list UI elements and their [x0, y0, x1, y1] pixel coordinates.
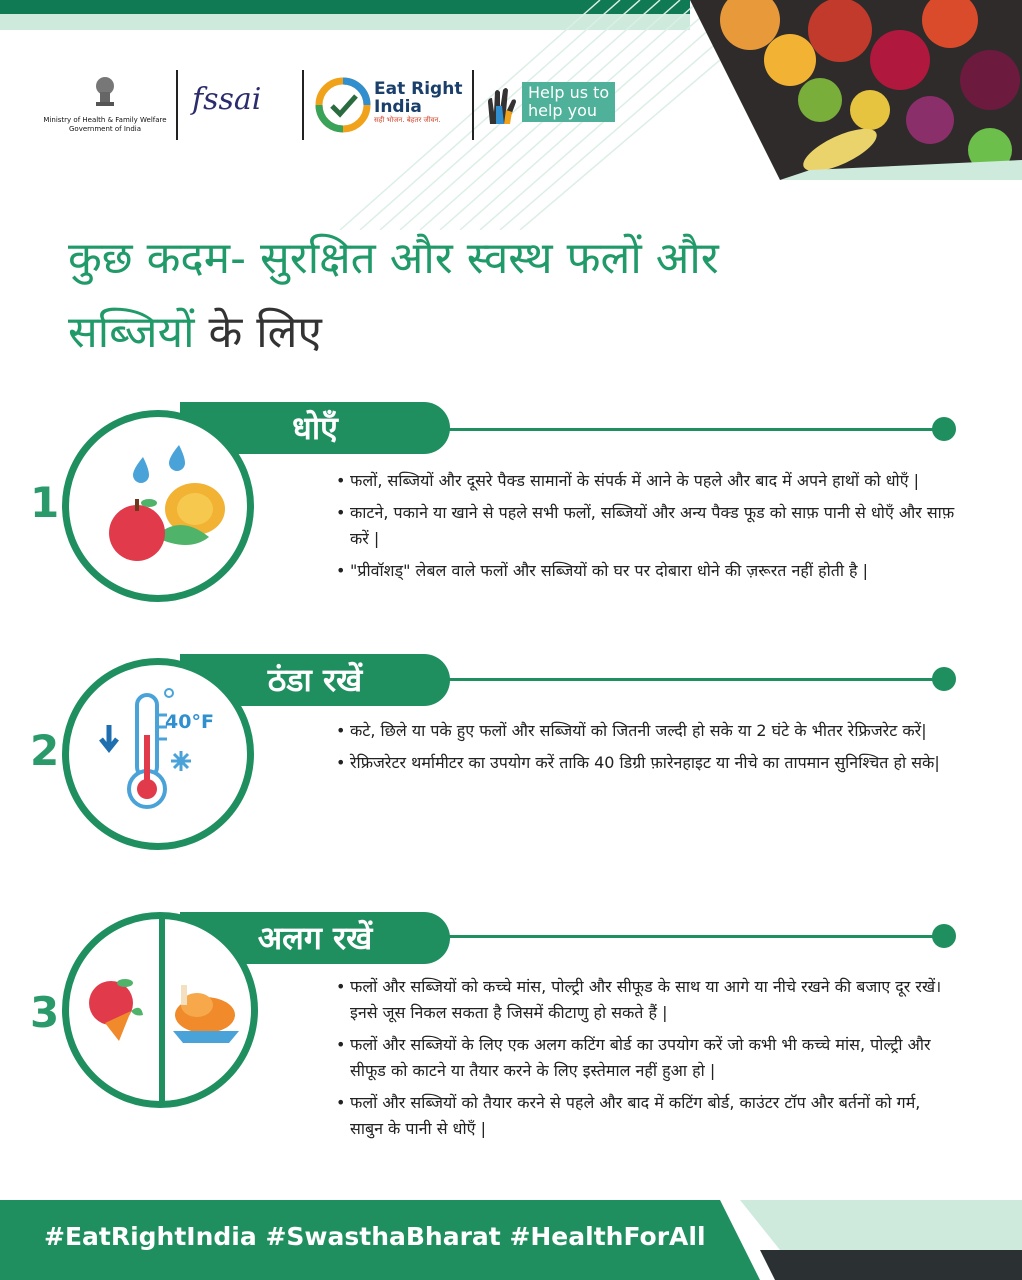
section-heading: अलग रखें — [180, 912, 450, 964]
wash-produce-icon — [69, 417, 247, 595]
separator-line — [159, 919, 165, 1101]
section-line — [440, 428, 944, 431]
section-dot — [932, 417, 956, 441]
bullet-item: • फलों, सब्जियों और दूसरे पैक्ड सामानों के संपर्क में आने के पहले और बाद में अपने हाथों को धोएँ | — [336, 468, 958, 494]
section-icon-circle — [62, 410, 254, 602]
section-dot — [932, 667, 956, 691]
bullet-item: • "प्रीवॉशड्" लेबल वाले फलों और सब्जियों को घर पर दोबारा धोने की ज़रूरत नहीं होती है | — [336, 558, 958, 584]
bullet-item: • काटने, पकाने या खाने से पहले सभी फलों, सब्जियों और अन्य पैक्ड फूड को साफ़ पानी से धोएँ और साफ़ करें | — [336, 500, 958, 552]
produce-image — [690, 0, 1022, 180]
section-heading: धोएँ — [180, 402, 450, 454]
step-number: 2 — [30, 726, 60, 775]
section-heading: ठंडा रखें — [180, 654, 450, 706]
thermometer-icon — [69, 665, 247, 843]
section-line — [440, 678, 944, 681]
bullet-item: • फलों और सब्जियों के लिए एक अलग कटिंग बोर्ड का उपयोग करें जो कभी भी कच्चे मांस, पोल्ट्री और सीफूड को काटने या तैयार करने के लिए इस्तेमाल नहीं हुआ हो | — [336, 1032, 958, 1084]
bullet-item: • कटे, छिले या पके हुए फलों और सब्जियों को जितनी जल्दी हो सके या 2 घंटे के भीतर रेफ्रिजरेट करें| — [336, 718, 958, 744]
logo-divider — [302, 70, 304, 140]
eat-right-india-icon — [314, 76, 372, 134]
fssai-logo: fssai — [192, 82, 262, 117]
page-title — [68, 222, 968, 370]
section-icon-circle — [62, 912, 258, 1108]
section-bullets — [336, 974, 958, 1148]
section-line — [440, 935, 944, 938]
section-icon-circle — [62, 658, 254, 850]
eat-right-title: Eat Right — [374, 79, 463, 99]
emblem-icon — [90, 72, 120, 112]
logo-divider — [472, 70, 474, 140]
eat-right-tagline: सही भोजन. बेहतर जीवन. — [374, 116, 441, 124]
section-bullets — [336, 718, 958, 782]
help-line-2: help you — [528, 101, 598, 120]
title-line-2-dark: के लिए — [194, 307, 322, 358]
help-line-1: Help us to — [528, 83, 610, 102]
eat-right-india-logo — [374, 80, 462, 125]
title-line-2-green: सब्जियों — [68, 307, 195, 358]
help-us-logo — [522, 82, 615, 122]
government-name: Government of India — [68, 125, 142, 133]
bullet-item: • रेफ्रिजरेटर थर्मामीटर का उपयोग करें ताकि 40 डिग्री फ़ारेनहाइट या नीचे का तापमान सुनिश्चित हो सके| — [336, 750, 958, 776]
hands-icon — [482, 84, 522, 126]
section-bullets — [336, 468, 958, 590]
bullet-item: • फलों और सब्जियों को तैयार करने से पहले और बाद में कटिंग बोर्ड, काउंटर टॉप और बर्तनों को गर्म, साबुन के पानी से धोएँ | — [336, 1090, 958, 1142]
temperature-label: 40°F — [165, 711, 214, 733]
step-number: 3 — [30, 988, 60, 1037]
bullet-item: • फलों और सब्जियों को कच्चे मांस, पोल्ट्री और सीफूड के साथ या आगे या नीचे रखने की बजाए दूर रखें। इनसे जूस निकल सकता है जिसमें कीटाणु हो सकते हैं | — [336, 974, 958, 1026]
title-line-1: कुछ कदम- सुरक्षित और स्वस्थ फलों और — [68, 233, 719, 284]
ministry-name: Ministry of Health & Family Welfare — [43, 116, 167, 124]
section-dot — [932, 924, 956, 948]
footer-hashtags: #EatRightIndia #SwasthaBharat #HealthForAll — [44, 1222, 706, 1251]
eat-right-title-india: India — [374, 97, 422, 117]
logo-divider — [176, 70, 178, 140]
step-number: 1 — [30, 478, 60, 527]
ministry-logo — [42, 72, 168, 142]
